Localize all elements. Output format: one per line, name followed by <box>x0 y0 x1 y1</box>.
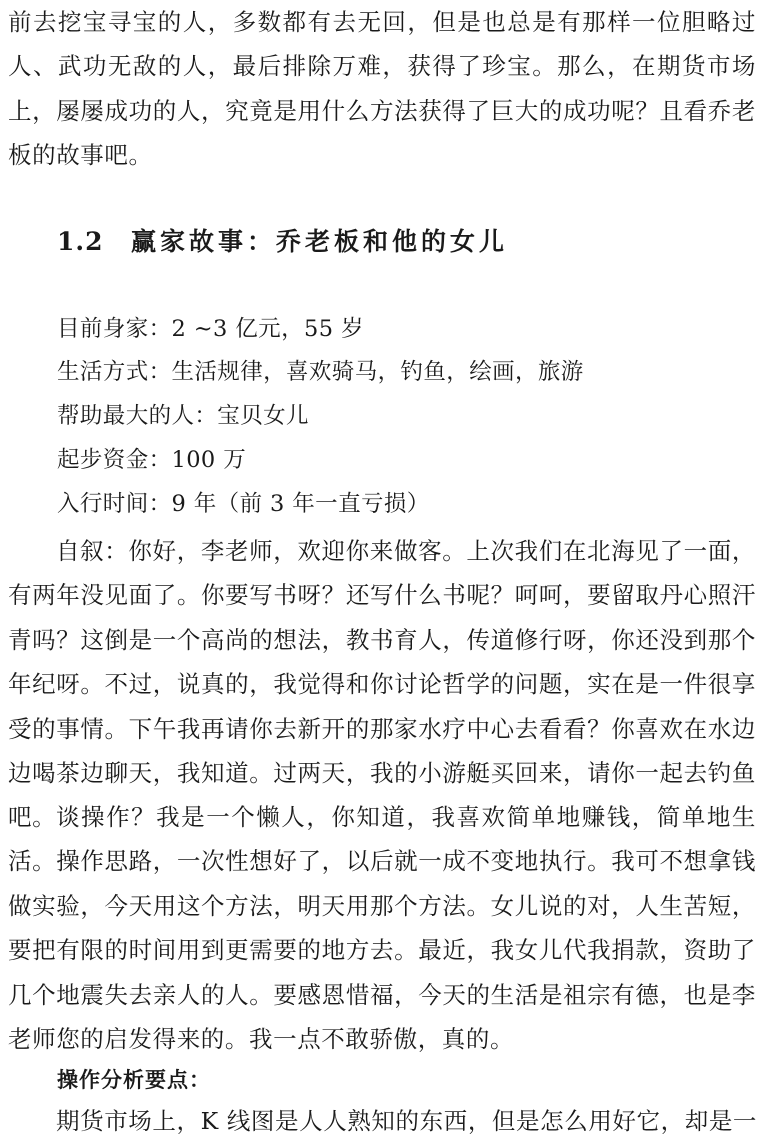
profile-starting-capital: 起步资金：100 万 <box>57 447 247 473</box>
profile-key-helper: 帮助最大的人：宝贝女儿 <box>57 403 309 429</box>
analysis-paragraph: 期货市场上，K 线图是人人熟知的东西，但是怎么用好它，却是一 <box>56 1107 758 1135</box>
self-narration-paragraph: 自叙：你好，李老师，欢迎你来做客。上次我们在北海见了一面，有两年没见面了。你要写书呀？还写什么书呢？呵呵，要留取丹心照汗青吗？这倒是一个高尚的想法，教书育人，传道修行呀，你还没到那个年纪呀。不过，说真的，我觉得和你讨论哲学的问题，实在是一件很享受的事情。下午我再请你去新开的那家水疗中心去看看？你喜欢在水边边喝茶边聊天，我知道。过两天，我的小游艇买回来，请你一起去钓鱼吧。 <box>8 537 756 832</box>
profile-lifestyle: 生活方式：生活规律，喜欢骑马，钓鱼，绘画，旅游 <box>57 359 584 385</box>
operation-talk-paragraph: 谈操作？我是一个懒人，你知道，我喜欢简单地赚钱，简单地生活。操作思路，一次性想好了，以后就一成不变地执行。我可不想拿钱做实验，今天用这个方法，明天用那个方法。女儿说的对，人生苦短，要把有限的时间用到更需要的地方去。最近，我女儿代我捐款，资助了几个地震失去亲人的人。要感恩惜福，今天的生活是祖宗有德，也是李老师您的启发得来的。我一点不敢骄傲，真的。 <box>8 803 756 1054</box>
section-title: 赢家故事：乔老板和他的女儿 <box>131 227 509 256</box>
section-heading <box>57 222 508 262</box>
profile-net-worth: 目前身家：2 ~3 亿元，55 岁 <box>57 316 364 342</box>
analysis-heading: 操作分析要点： <box>57 1068 211 1092</box>
intro-paragraph: 前去挖宝寻宝的人，多数都有去无回，但是也总是有那样一位胆略过人、武功无敌的人，最后排除万难，获得了珍宝。那么，在期货市场上，屡屡成功的人，究竟是用什么方法获得了巨大的成功呢？且看乔老板的故事吧。 <box>8 8 756 170</box>
profile-years-in-trade: 入行时间：9 年（前 3 年一直亏损） <box>57 491 430 517</box>
section-number: 1.2 <box>57 227 104 256</box>
